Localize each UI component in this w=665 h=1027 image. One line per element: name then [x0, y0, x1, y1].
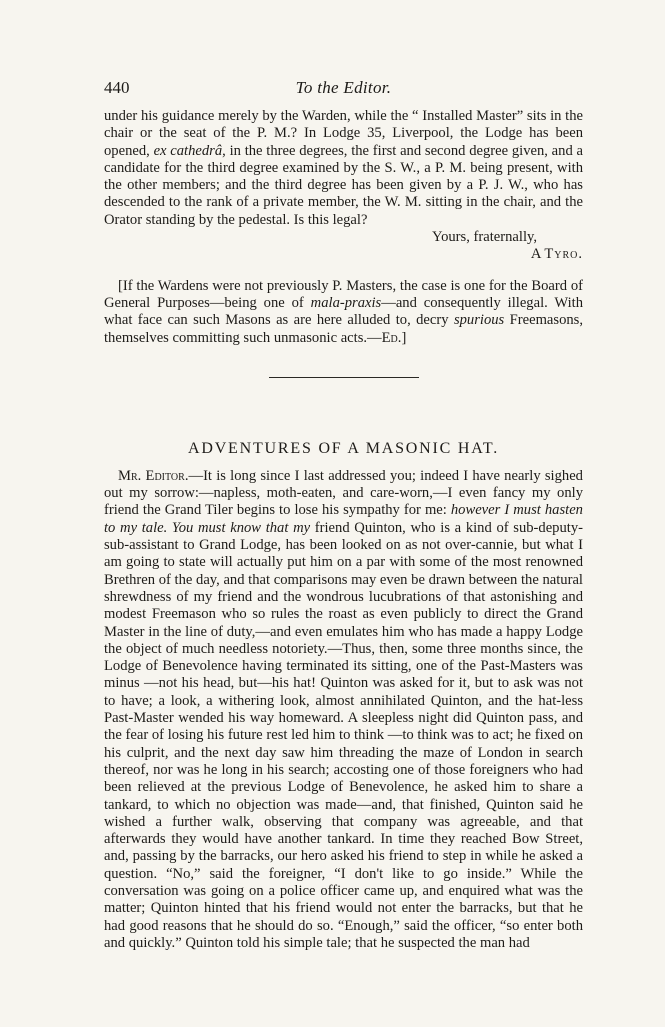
editor-note-part2: —and consequently illegal. With what face can such Masons as are here alluded to, decry — [104, 294, 583, 329]
article-lead: —It is long since I last addressed you; indeed I have nearly sighed out my sorrow:—napless, moth-eaten, and care-worn,—I even fancy my only friend the Grand Tiler begins to lose his sympathy for me: — [104, 467, 583, 519]
page-number: 440 — [104, 78, 130, 97]
page-header — [104, 78, 583, 108]
editor-note-italic1: mala-praxis — [310, 294, 382, 311]
section-divider — [269, 377, 419, 378]
running-title: To the Editor. — [295, 78, 392, 97]
editor-note-close: ] — [401, 329, 407, 346]
letter-signature — [104, 246, 583, 263]
article-salutation: Mr. Editor. — [118, 467, 189, 484]
article-italic-lead: however I must hasten to my tale. You must know that my — [104, 502, 583, 536]
letter-signoff: Yours, fraternally, — [432, 229, 537, 246]
article-title: ADVENTURES OF A MASONIC HAT. — [187, 439, 500, 457]
editor-note-part3: Freemasons, themselves committing such unmasonic acts.— — [104, 312, 583, 346]
editor-note-ed: Ed. — [381, 329, 402, 346]
letter-body-part2: , in the three degrees, the first and second degree given, and a candidate for the third degree examined by the S. W., a P. M. being present, with the other members; and the third degree has been given by a P. J. W., who has descended to the rank of a private member, the W. M. sitting in the chair, and the Orator standing by the pedestal. Is this legal? — [104, 142, 583, 228]
letter-latin-phrase: ex cathedrâ — [153, 142, 223, 159]
letter-body — [104, 108, 583, 229]
article-body — [104, 468, 583, 952]
signature-name: Tyro. — [544, 246, 583, 263]
signature-prefix: A — [530, 246, 545, 263]
letter-body-part1: under his guidance merely by the Warden, while the “ Installed Master” sits in the chair or the seat of the P. M.? In Lodge 35, Liverpool, the Lodge has been opened, — [104, 108, 583, 159]
editor-note-part1: [If the Wardens were not previously P. Masters, the case is one for the Board of General Purposes—being one of — [104, 277, 583, 311]
editor-note-italic2: spurious — [453, 312, 505, 329]
article-body-text: friend Quinton, who is a kind of sub-deputy-sub-assistant to Grand Lodge, has been looked on as not over-cannie, but what I am going to state will actually put him on a par with some of the most renowned Brethren of the day, and that comparisons may even be drawn between the natural shrewdness of my friend and the wondrous lucubrations of that astonishing and modest Freemason who so rules the roast as even publicly to direct the Grand Master in the line of duty,—and even emulates him who has made a happy Lodge the object of much needless notoriety.—Thus, then, some three months since, the Lodge of Benevolence having terminated its sitting, one of the Past-Masters was minus —not his head, but—his hat! Quinton was asked for it, but to ask was not to have; a look, a withering look, almost annihilated Quinton, and the hat-less Past-Master wended his way homeward. A sleepless night did Quinton pass, and the fear of losing his future rest led him to think —to think was to act; he fixed on his culprit, and the next day saw him threading the maze of London in search thereof, nor was he long in his search; accosting one of those foreigners who had been relieved at the previous Lodge of Benevolence, he asked him to share a tankard, to which no objection was made—and, that finished, Quinton said he wished a further walk, observing that company was agreeable, and that afterwards they would have another tankard. In time they reached Bow Street, and, passing by the barracks, our hero asked his friend to step in while he asked a question. “No,” said the foreigner, “I don't like to go inside.” While the conversation was going on a police officer came up, and enquired what was the matter; Quinton hinted that his friend would not enter the barracks, but that he had good reasons that he should do so. “Enough,” said the officer, “so enter both and quickly.” Quinton told his simple tale; that he suspected the man had — [104, 519, 583, 951]
editor-note — [104, 278, 583, 347]
